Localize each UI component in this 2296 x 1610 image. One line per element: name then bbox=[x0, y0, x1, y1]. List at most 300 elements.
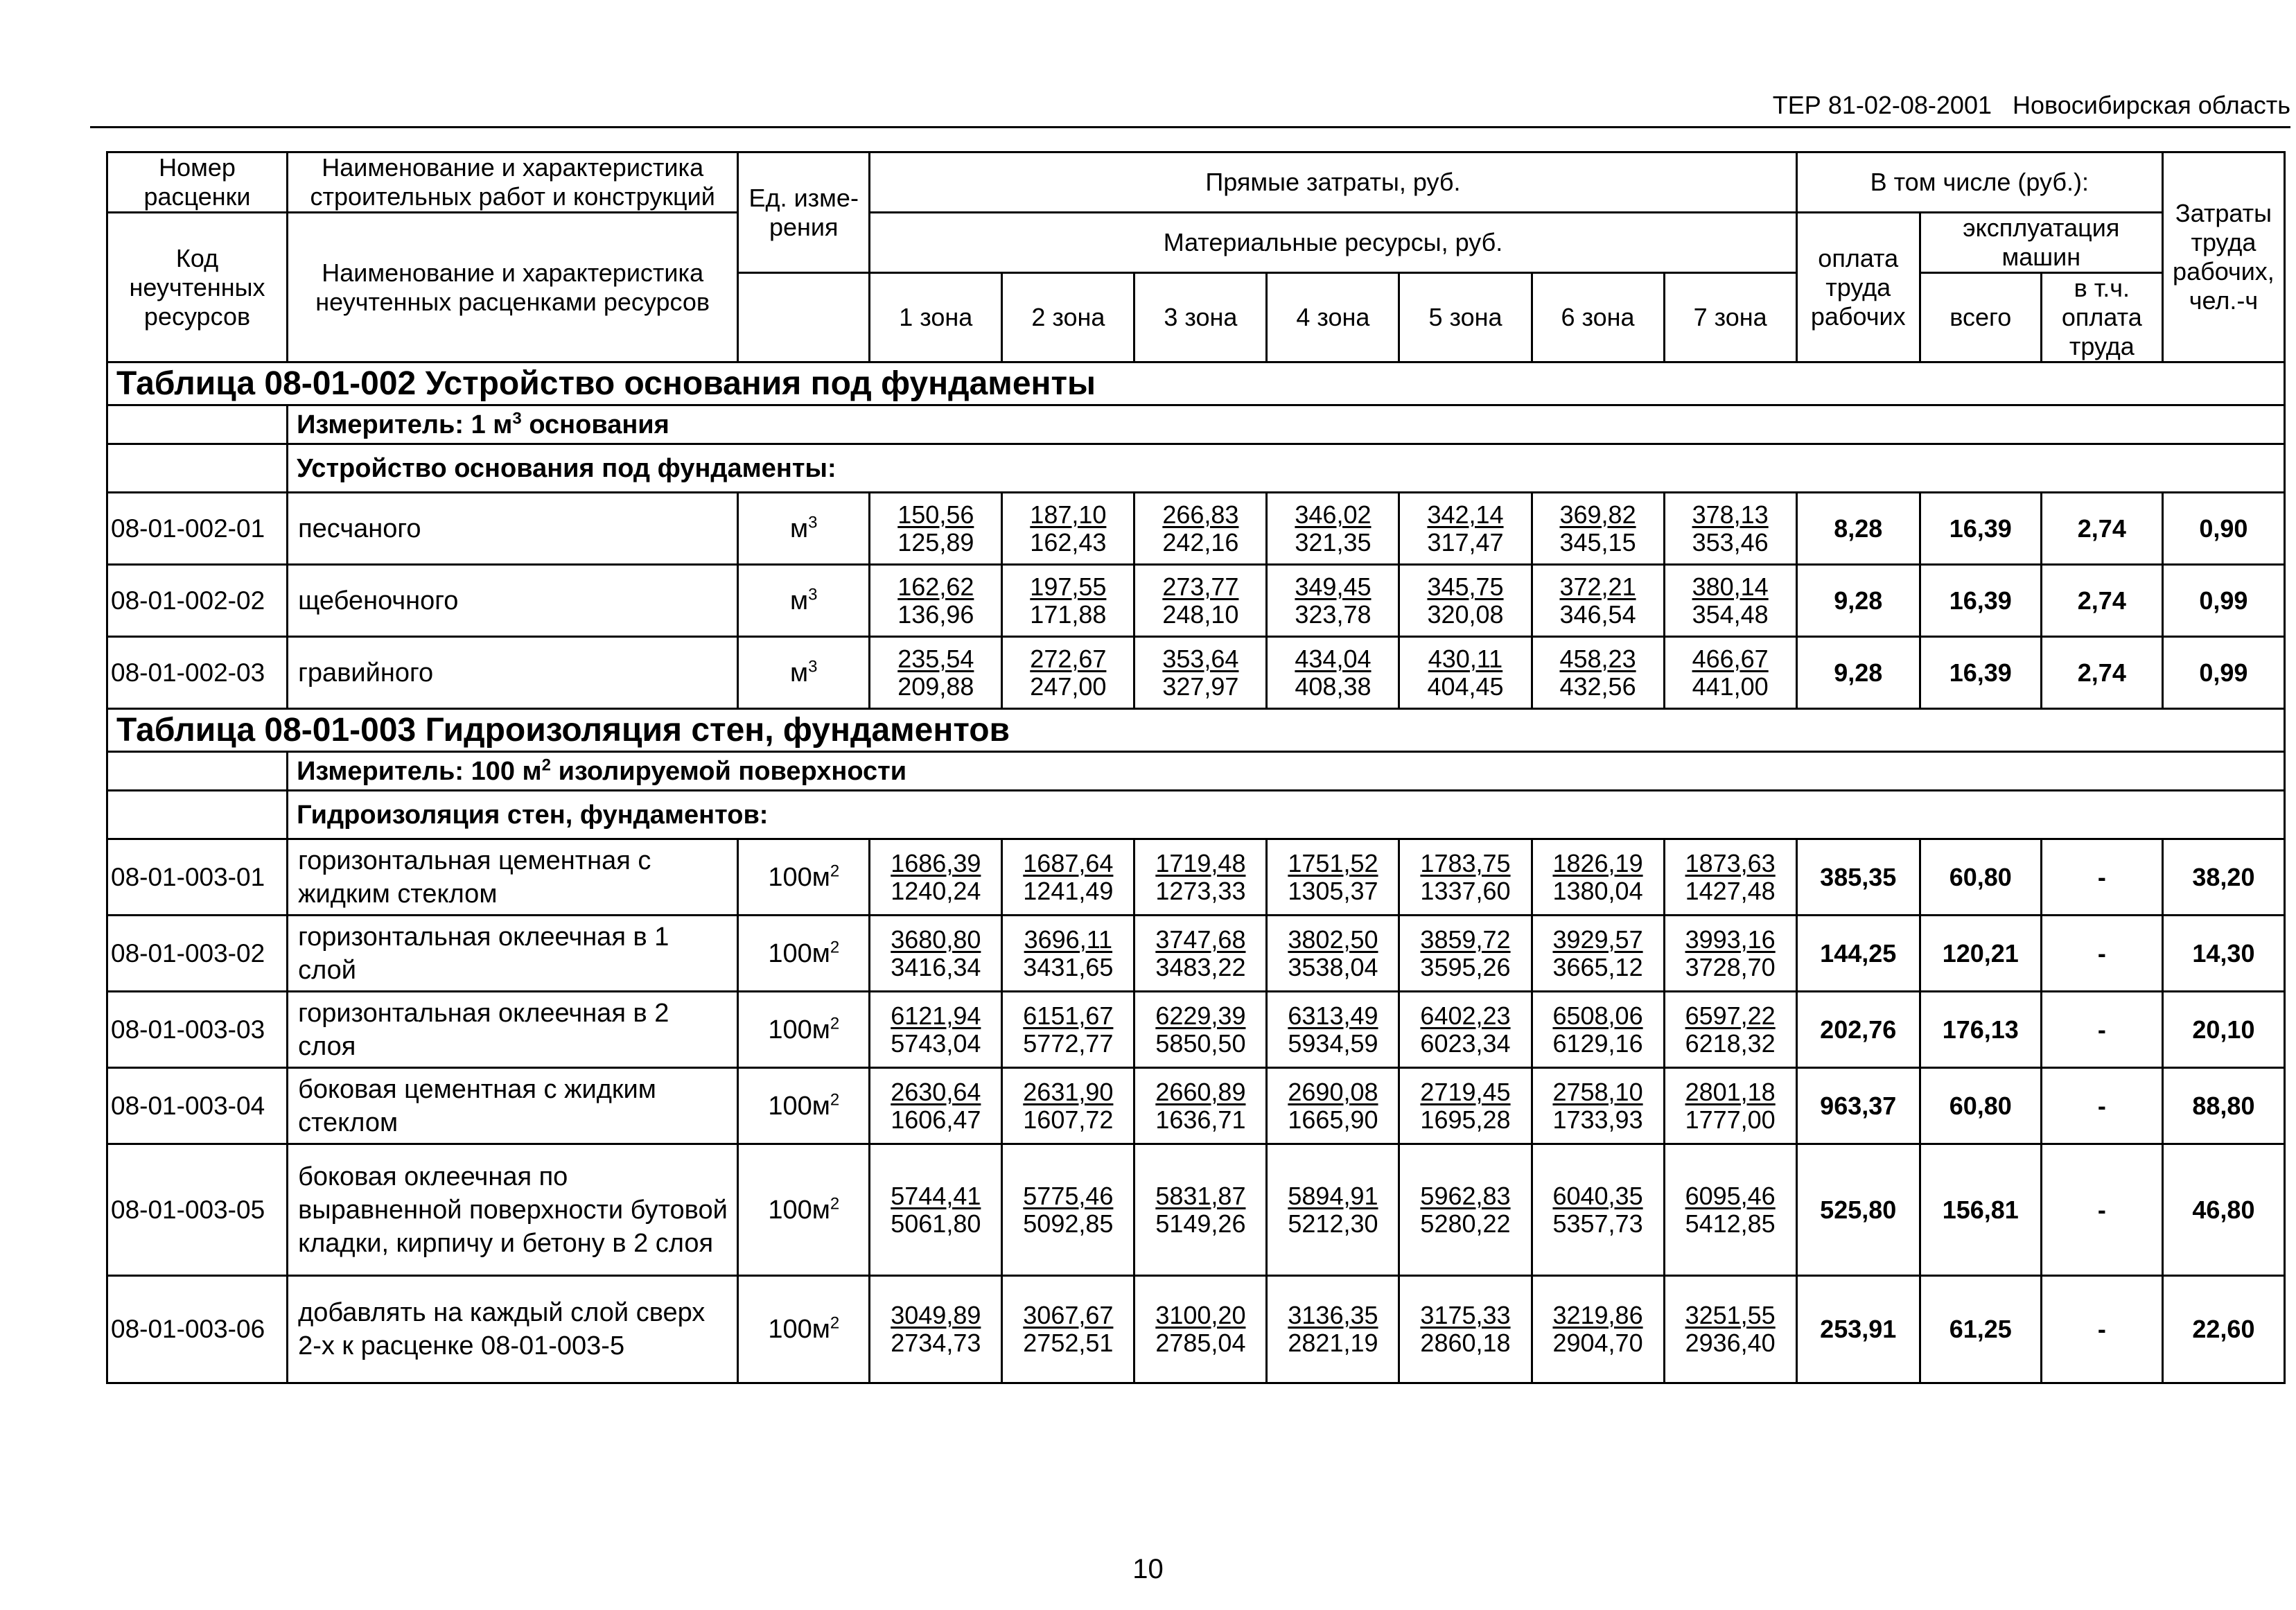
direct-cost-value: 5744,41 bbox=[891, 1181, 981, 1210]
material-cost-value: 5357,73 bbox=[1552, 1209, 1643, 1238]
unit-cell bbox=[738, 493, 870, 565]
material-cost-value: 1606,47 bbox=[891, 1105, 981, 1134]
empty-cell bbox=[107, 791, 288, 839]
zone-cost-cell bbox=[1267, 839, 1399, 916]
col-unit: Ед. изме- рения bbox=[738, 152, 870, 273]
rate-code: 08-01-002-03 bbox=[107, 637, 288, 709]
material-cost-value: 3431,65 bbox=[1023, 952, 1114, 981]
zone-cost-cell bbox=[870, 493, 1002, 565]
empty-cell bbox=[107, 405, 288, 444]
material-cost-value: 6023,34 bbox=[1420, 1029, 1511, 1058]
material-cost-value: 1636,71 bbox=[1155, 1105, 1246, 1134]
zone-cost-cell bbox=[1002, 493, 1134, 565]
material-cost-value: 353,46 bbox=[1692, 527, 1769, 557]
zone-cost-cell bbox=[1532, 1144, 1664, 1276]
empty-cell bbox=[107, 752, 288, 791]
material-cost-value: 5412,85 bbox=[1685, 1209, 1776, 1238]
direct-cost-value: 197,55 bbox=[1030, 572, 1107, 601]
machines-total-value: 16,39 bbox=[1920, 637, 2041, 709]
unit-sup: 2 bbox=[830, 937, 840, 956]
empty-cell bbox=[107, 444, 288, 493]
material-cost-value: 5212,30 bbox=[1288, 1209, 1378, 1238]
col-rate-number: Номер расценки bbox=[107, 152, 288, 213]
zone-cost-cell bbox=[1002, 1068, 1134, 1144]
direct-cost-value: 3251,55 bbox=[1685, 1301, 1776, 1329]
labor-pay-value: 385,35 bbox=[1796, 839, 1920, 916]
zone-cost-cell bbox=[1267, 1144, 1399, 1276]
zone-cost-cell bbox=[1664, 992, 1796, 1068]
labor-costs-value: 46,80 bbox=[2162, 1144, 2284, 1276]
work-name: щебеночного bbox=[288, 565, 738, 637]
work-name: гравийного bbox=[288, 637, 738, 709]
direct-cost-value: 6313,49 bbox=[1288, 1001, 1378, 1030]
rate-code: 08-01-002-02 bbox=[107, 565, 288, 637]
direct-cost-value: 2801,18 bbox=[1685, 1077, 1776, 1106]
direct-cost-value: 1686,39 bbox=[891, 848, 981, 877]
direct-cost-value: 342,14 bbox=[1427, 500, 1504, 529]
work-name: боковая оклеечная по выравненной поверхности бутовой кладки, кирпичу и бетону в 2 слоя bbox=[288, 1144, 738, 1276]
direct-cost-value: 3067,67 bbox=[1023, 1301, 1114, 1329]
direct-cost-value: 2758,10 bbox=[1552, 1077, 1643, 1106]
table-title-row bbox=[107, 709, 2285, 752]
zone-cost-cell bbox=[1002, 565, 1134, 637]
col-zone-4: 4 зона bbox=[1267, 273, 1399, 362]
zone-cost-cell bbox=[1002, 916, 1134, 992]
zone-cost-cell bbox=[1399, 839, 1532, 916]
material-cost-value: 354,48 bbox=[1692, 600, 1769, 629]
labor-pay-value: 202,76 bbox=[1796, 992, 1920, 1068]
measure-prefix: Измеритель: 100 м bbox=[297, 756, 542, 786]
direct-cost-value: 2630,64 bbox=[891, 1077, 981, 1106]
machines-labor-value: - bbox=[2041, 1144, 2162, 1276]
material-cost-value: 1273,33 bbox=[1155, 876, 1246, 905]
zone-cost-cell bbox=[1134, 1276, 1267, 1383]
measure-label bbox=[288, 752, 2285, 791]
machines-total-value: 60,80 bbox=[1920, 839, 2041, 916]
labor-costs-value: 20,10 bbox=[2162, 992, 2284, 1068]
material-cost-value: 1380,04 bbox=[1552, 876, 1643, 905]
direct-cost-value: 3100,20 bbox=[1155, 1301, 1246, 1329]
direct-cost-value: 6597,22 bbox=[1685, 1001, 1776, 1030]
direct-cost-value: 434,04 bbox=[1295, 644, 1372, 673]
direct-cost-value: 6151,67 bbox=[1023, 1001, 1114, 1030]
direct-cost-value: 6402,23 bbox=[1420, 1001, 1511, 1030]
direct-cost-value: 3049,89 bbox=[891, 1301, 981, 1329]
direct-cost-value: 369,82 bbox=[1559, 500, 1636, 529]
subtitle-row bbox=[107, 791, 2285, 839]
direct-cost-value: 266,83 bbox=[1162, 500, 1239, 529]
zone-cost-cell bbox=[870, 992, 1002, 1068]
material-cost-value: 242,16 bbox=[1162, 527, 1239, 557]
table-row bbox=[107, 1068, 2285, 1144]
unit-sup: 3 bbox=[808, 512, 818, 532]
zone-cost-cell bbox=[1267, 992, 1399, 1068]
material-cost-value: 432,56 bbox=[1559, 672, 1636, 701]
material-cost-value: 5092,85 bbox=[1023, 1209, 1114, 1238]
col-zone-5: 5 зона bbox=[1399, 273, 1532, 362]
material-cost-value: 5772,77 bbox=[1023, 1029, 1114, 1058]
material-cost-value: 317,47 bbox=[1427, 527, 1504, 557]
direct-cost-value: 3175,33 bbox=[1420, 1301, 1511, 1329]
material-cost-value: 1733,93 bbox=[1552, 1105, 1643, 1134]
direct-cost-value: 430,11 bbox=[1428, 644, 1503, 673]
material-cost-value: 3665,12 bbox=[1552, 952, 1643, 981]
labor-pay-value: 9,28 bbox=[1796, 565, 1920, 637]
unit-text: 100м bbox=[768, 1015, 830, 1044]
measure-row bbox=[107, 752, 2285, 791]
work-name: горизонтальная оклеечная в 1 слой bbox=[288, 916, 738, 992]
direct-cost-value: 3859,72 bbox=[1420, 925, 1511, 954]
material-cost-value: 1695,28 bbox=[1420, 1105, 1511, 1134]
unit-text: 100м bbox=[768, 1315, 830, 1344]
material-cost-value: 320,08 bbox=[1427, 600, 1504, 629]
unit-cell bbox=[738, 992, 870, 1068]
machines-labor-value: 2,74 bbox=[2041, 493, 2162, 565]
direct-cost-value: 187,10 bbox=[1030, 500, 1107, 529]
col-resource-name: Наименование и характеристика неучтенных расценками ресурсов bbox=[288, 213, 738, 362]
measure-label bbox=[288, 405, 2285, 444]
col-machines-labor: в т.ч. оплата труда bbox=[2041, 273, 2162, 362]
direct-cost-value: 346,02 bbox=[1295, 500, 1372, 529]
labor-costs-value: 0,99 bbox=[2162, 565, 2284, 637]
zone-cost-cell bbox=[1664, 1276, 1796, 1383]
machines-labor-value: - bbox=[2041, 916, 2162, 992]
rates-table bbox=[106, 151, 2286, 1384]
rate-code: 08-01-002-01 bbox=[107, 493, 288, 565]
zone-cost-cell bbox=[1664, 1068, 1796, 1144]
direct-cost-value: 3993,16 bbox=[1685, 925, 1776, 954]
col-zone-3: 3 зона bbox=[1134, 273, 1267, 362]
machines-labor-value: - bbox=[2041, 992, 2162, 1068]
direct-cost-value: 2719,45 bbox=[1420, 1077, 1511, 1106]
zone-cost-cell bbox=[1664, 637, 1796, 709]
zone-cost-cell bbox=[1002, 637, 1134, 709]
direct-cost-value: 2631,90 bbox=[1023, 1077, 1114, 1106]
material-cost-value: 5149,26 bbox=[1155, 1209, 1246, 1238]
table-body bbox=[107, 152, 2285, 1383]
rate-code: 08-01-003-03 bbox=[107, 992, 288, 1068]
zone-cost-cell bbox=[1267, 1276, 1399, 1383]
page-number: 10 bbox=[1132, 1554, 1164, 1584]
direct-cost-value: 458,23 bbox=[1559, 644, 1636, 673]
material-cost-value: 2752,51 bbox=[1023, 1329, 1114, 1357]
unit-sup: 2 bbox=[830, 861, 840, 880]
zone-cost-cell bbox=[1664, 565, 1796, 637]
machines-total-value: 16,39 bbox=[1920, 565, 2041, 637]
unit-cell bbox=[738, 916, 870, 992]
zone-cost-cell bbox=[1267, 916, 1399, 992]
measure-suffix: основания bbox=[521, 410, 669, 439]
material-cost-value: 136,96 bbox=[897, 600, 974, 629]
col-materials: Материальные ресурсы, руб. bbox=[870, 213, 1796, 273]
direct-cost-value: 3680,80 bbox=[891, 925, 981, 954]
machines-total-value: 156,81 bbox=[1920, 1144, 2041, 1276]
zone-cost-cell bbox=[1399, 992, 1532, 1068]
labor-costs-value: 0,99 bbox=[2162, 637, 2284, 709]
unit-sup: 2 bbox=[830, 1090, 840, 1109]
col-machines-total: всего bbox=[1920, 273, 2041, 362]
direct-cost-value: 5775,46 bbox=[1023, 1181, 1114, 1210]
direct-cost-value: 272,67 bbox=[1030, 644, 1107, 673]
direct-cost-value: 162,62 bbox=[897, 572, 974, 601]
zone-cost-cell bbox=[1399, 916, 1532, 992]
zone-cost-cell bbox=[870, 565, 1002, 637]
subtitle-row bbox=[107, 444, 2285, 493]
direct-cost-value: 5962,83 bbox=[1420, 1181, 1511, 1210]
zone-cost-cell bbox=[1134, 1068, 1267, 1144]
labor-pay-value: 144,25 bbox=[1796, 916, 1920, 992]
col-direct-costs: Прямые затраты, руб. bbox=[870, 152, 1796, 213]
unit-sup: 3 bbox=[808, 584, 818, 604]
measure-prefix: Измеритель: 1 м bbox=[297, 410, 513, 439]
rate-code: 08-01-003-06 bbox=[107, 1276, 288, 1383]
rate-code: 08-01-003-05 bbox=[107, 1144, 288, 1276]
material-cost-value: 1665,90 bbox=[1288, 1105, 1378, 1134]
direct-cost-value: 5894,91 bbox=[1288, 1181, 1378, 1210]
zone-cost-cell bbox=[1532, 637, 1664, 709]
material-cost-value: 2821,19 bbox=[1288, 1329, 1378, 1357]
work-name: песчаного bbox=[288, 493, 738, 565]
direct-cost-value: 273,77 bbox=[1162, 572, 1239, 601]
zone-cost-cell bbox=[1134, 992, 1267, 1068]
zone-cost-cell bbox=[870, 916, 1002, 992]
labor-pay-value: 9,28 bbox=[1796, 637, 1920, 709]
region-name: Новосибирская область bbox=[2013, 91, 2290, 119]
material-cost-value: 3416,34 bbox=[891, 952, 981, 981]
material-cost-value: 441,00 bbox=[1692, 672, 1769, 701]
material-cost-value: 345,15 bbox=[1559, 527, 1636, 557]
material-cost-value: 125,89 bbox=[897, 527, 974, 557]
direct-cost-value: 1751,52 bbox=[1288, 848, 1378, 877]
machines-labor-value: - bbox=[2041, 1276, 2162, 1383]
material-cost-value: 5850,50 bbox=[1155, 1029, 1246, 1058]
work-name: боковая цементная с жидким стеклом bbox=[288, 1068, 738, 1144]
direct-cost-value: 6508,06 bbox=[1552, 1001, 1643, 1030]
labor-pay-value: 253,91 bbox=[1796, 1276, 1920, 1383]
unit-sup: 2 bbox=[830, 1193, 840, 1213]
material-cost-value: 5743,04 bbox=[891, 1029, 981, 1058]
zone-cost-cell bbox=[1399, 1276, 1532, 1383]
material-cost-value: 162,43 bbox=[1030, 527, 1107, 557]
material-cost-value: 1777,00 bbox=[1685, 1105, 1776, 1134]
unit-text: 100м bbox=[768, 862, 830, 892]
direct-cost-value: 1687,64 bbox=[1023, 848, 1114, 877]
direct-cost-value: 378,13 bbox=[1692, 500, 1769, 529]
zone-cost-cell bbox=[1664, 493, 1796, 565]
zone-cost-cell bbox=[1134, 637, 1267, 709]
col-zone-1: 1 зона bbox=[870, 273, 1002, 362]
zone-cost-cell bbox=[1267, 1068, 1399, 1144]
machines-total-value: 60,80 bbox=[1920, 1068, 2041, 1144]
unit-cell bbox=[738, 1276, 870, 1383]
unit-cell bbox=[738, 839, 870, 916]
zone-cost-cell bbox=[1532, 1068, 1664, 1144]
direct-cost-value: 349,45 bbox=[1295, 572, 1372, 601]
zone-cost-cell bbox=[870, 1144, 1002, 1276]
material-cost-value: 3595,26 bbox=[1420, 952, 1511, 981]
zone-cost-cell bbox=[1134, 1144, 1267, 1276]
zone-cost-cell bbox=[1134, 916, 1267, 992]
labor-costs-value: 38,20 bbox=[2162, 839, 2284, 916]
page-header bbox=[90, 90, 2290, 121]
material-cost-value: 3538,04 bbox=[1288, 952, 1378, 981]
direct-cost-value: 6121,94 bbox=[891, 1001, 981, 1030]
unit-text: 100м bbox=[768, 938, 830, 968]
material-cost-value: 1337,60 bbox=[1420, 876, 1511, 905]
col-resource-code: Код неучтенных ресурсов bbox=[107, 213, 288, 362]
zone-cost-cell bbox=[870, 1068, 1002, 1144]
zone-cost-cell bbox=[870, 637, 1002, 709]
zone-cost-cell bbox=[1532, 992, 1664, 1068]
zone-cost-cell bbox=[870, 1276, 1002, 1383]
material-cost-value: 6218,32 bbox=[1685, 1029, 1776, 1058]
zone-cost-cell bbox=[1002, 992, 1134, 1068]
unit-cell bbox=[738, 565, 870, 637]
direct-cost-value: 3747,68 bbox=[1155, 925, 1246, 954]
col-unit-continued bbox=[738, 273, 870, 362]
material-cost-value: 2904,70 bbox=[1552, 1329, 1643, 1357]
zone-cost-cell bbox=[1002, 839, 1134, 916]
col-zone-6: 6 зона bbox=[1532, 273, 1664, 362]
material-cost-value: 248,10 bbox=[1162, 600, 1239, 629]
zone-cost-cell bbox=[1134, 839, 1267, 916]
material-cost-value: 5280,22 bbox=[1420, 1209, 1511, 1238]
zone-cost-cell bbox=[1399, 637, 1532, 709]
direct-cost-value: 3802,50 bbox=[1288, 925, 1378, 954]
labor-pay-value: 963,37 bbox=[1796, 1068, 1920, 1144]
material-cost-value: 346,54 bbox=[1559, 600, 1636, 629]
zone-cost-cell bbox=[1267, 565, 1399, 637]
machines-labor-value: - bbox=[2041, 1068, 2162, 1144]
header-row bbox=[107, 152, 2285, 213]
unit-cell bbox=[738, 1068, 870, 1144]
unit-cell bbox=[738, 1144, 870, 1276]
zone-cost-cell bbox=[1002, 1276, 1134, 1383]
measure-suffix: изолируемой поверхности bbox=[551, 756, 907, 786]
subtitle-label: Гидроизоляция стен, фундаментов: bbox=[288, 791, 2285, 839]
zone-cost-cell bbox=[870, 839, 1002, 916]
table-title-row bbox=[107, 362, 2285, 405]
zone-cost-cell bbox=[1532, 493, 1664, 565]
machines-total-value: 16,39 bbox=[1920, 493, 2041, 565]
subtitle-label: Устройство основания под фундаменты: bbox=[288, 444, 2285, 493]
material-cost-value: 1241,49 bbox=[1023, 876, 1114, 905]
unit-text: м bbox=[790, 586, 809, 615]
direct-cost-value: 3136,35 bbox=[1288, 1301, 1378, 1329]
unit-sup: 2 bbox=[830, 1013, 840, 1033]
col-labor-pay: оплата труда рабочих bbox=[1796, 213, 1920, 362]
machines-labor-value: 2,74 bbox=[2041, 637, 2162, 709]
machines-total-value: 176,13 bbox=[1920, 992, 2041, 1068]
material-cost-value: 327,97 bbox=[1162, 672, 1239, 701]
unit-text: м bbox=[790, 658, 809, 688]
unit-cell bbox=[738, 637, 870, 709]
material-cost-value: 1305,37 bbox=[1288, 876, 1378, 905]
material-cost-value: 2860,18 bbox=[1420, 1329, 1511, 1357]
zone-cost-cell bbox=[1532, 565, 1664, 637]
col-work-name: Наименование и характеристика строительных работ и конструкций bbox=[288, 152, 738, 213]
col-zone-2: 2 зона bbox=[1002, 273, 1134, 362]
direct-cost-value: 2660,89 bbox=[1155, 1077, 1246, 1106]
direct-cost-value: 1719,48 bbox=[1155, 848, 1246, 877]
work-name: добавлять на каждый слой сверх 2-х к расценке 08-01-003-5 bbox=[288, 1276, 738, 1383]
col-zone-7: 7 зона bbox=[1664, 273, 1796, 362]
rate-code: 08-01-003-02 bbox=[107, 916, 288, 992]
table-row bbox=[107, 493, 2285, 565]
col-labor-costs: Затраты труда рабочих, чел.-ч bbox=[2162, 152, 2284, 362]
work-name: горизонтальная оклеечная в 2 слоя bbox=[288, 992, 738, 1068]
table-row bbox=[107, 565, 2285, 637]
zone-cost-cell bbox=[1532, 839, 1664, 916]
machines-labor-value: 2,74 bbox=[2041, 565, 2162, 637]
material-cost-value: 6129,16 bbox=[1552, 1029, 1643, 1058]
col-machines: эксплуатация машин bbox=[1920, 213, 2162, 273]
unit-sup: 3 bbox=[808, 656, 818, 676]
labor-costs-value: 14,30 bbox=[2162, 916, 2284, 992]
table-row bbox=[107, 839, 2285, 916]
col-including: В том числе (руб.): bbox=[1796, 152, 2162, 213]
direct-cost-value: 380,14 bbox=[1692, 572, 1769, 601]
labor-costs-value: 0,90 bbox=[2162, 493, 2284, 565]
material-cost-value: 3483,22 bbox=[1155, 952, 1246, 981]
unit-text: 100м bbox=[768, 1091, 830, 1121]
measure-row bbox=[107, 405, 2285, 444]
table-title: Таблица 08-01-003 Гидроизоляция стен, фундаментов bbox=[107, 709, 2285, 752]
table-row bbox=[107, 916, 2285, 992]
machines-labor-value: - bbox=[2041, 839, 2162, 916]
unit-sup: 2 bbox=[830, 1313, 840, 1333]
zone-cost-cell bbox=[1399, 493, 1532, 565]
table-row bbox=[107, 992, 2285, 1068]
labor-pay-value: 525,80 bbox=[1796, 1144, 1920, 1276]
direct-cost-value: 1873,63 bbox=[1685, 848, 1776, 877]
zone-cost-cell bbox=[1399, 1068, 1532, 1144]
material-cost-value: 408,38 bbox=[1295, 672, 1372, 701]
direct-cost-value: 372,21 bbox=[1559, 572, 1636, 601]
zone-cost-cell bbox=[1267, 493, 1399, 565]
measure-sup: 3 bbox=[512, 408, 522, 428]
direct-cost-value: 353,64 bbox=[1162, 644, 1239, 673]
material-cost-value: 2936,40 bbox=[1685, 1329, 1776, 1357]
material-cost-value: 5934,59 bbox=[1288, 1029, 1378, 1058]
unit-text: 100м bbox=[768, 1195, 830, 1225]
zone-cost-cell bbox=[1399, 565, 1532, 637]
material-cost-value: 209,88 bbox=[897, 672, 974, 701]
header-row bbox=[107, 213, 2285, 273]
zone-cost-cell bbox=[1134, 493, 1267, 565]
direct-cost-value: 3219,86 bbox=[1552, 1301, 1643, 1329]
zone-cost-cell bbox=[1134, 565, 1267, 637]
direct-cost-value: 6229,39 bbox=[1155, 1001, 1246, 1030]
rate-code: 08-01-003-04 bbox=[107, 1068, 288, 1144]
direct-cost-value: 5831,87 bbox=[1155, 1181, 1246, 1210]
material-cost-value: 3728,70 bbox=[1685, 952, 1776, 981]
direct-cost-value: 3929,57 bbox=[1552, 925, 1643, 954]
direct-cost-value: 6040,35 bbox=[1552, 1181, 1643, 1210]
unit-text: м bbox=[790, 514, 809, 543]
zone-cost-cell bbox=[1267, 637, 1399, 709]
zone-cost-cell bbox=[1664, 916, 1796, 992]
table-row bbox=[107, 1144, 2285, 1276]
table-title: Таблица 08-01-002 Устройство основания под фундаменты bbox=[107, 362, 2285, 405]
zone-cost-cell bbox=[1664, 839, 1796, 916]
material-cost-value: 171,88 bbox=[1030, 600, 1107, 629]
header-rule bbox=[90, 126, 2290, 128]
material-cost-value: 2785,04 bbox=[1155, 1329, 1246, 1357]
table-row bbox=[107, 637, 2285, 709]
zone-cost-cell bbox=[1664, 1144, 1796, 1276]
material-cost-value: 323,78 bbox=[1295, 600, 1372, 629]
